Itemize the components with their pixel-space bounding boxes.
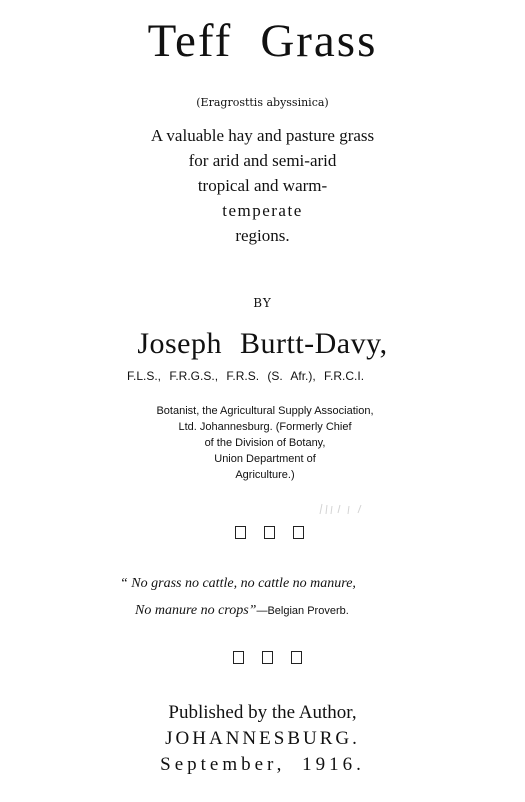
proverb-line-2-text: No manure no crops” — [135, 603, 257, 618]
ornament-square-icon — [235, 526, 246, 539]
bio-line: Ltd. Johannesburg. (Formerly Chief — [178, 421, 352, 433]
bio-line: Botanist, the Agricultural Supply Association, — [156, 405, 374, 417]
proverb-line-1: “ No grass no cattle, no cattle no manure, — [120, 576, 356, 591]
stamp-mark-icon — [318, 500, 378, 520]
description-line: tropical and warm- — [197, 176, 328, 195]
publication-date: September, 1916. — [160, 754, 365, 775]
author-bio — [120, 403, 410, 483]
by-label: BY — [253, 296, 272, 310]
ornament-square-icon — [291, 651, 302, 664]
description-line: for arid and semi-arid — [188, 151, 337, 170]
publication-info — [0, 700, 525, 778]
proverb-attribution: —Belgian Proverb. — [256, 605, 349, 617]
publication-city: JOHANNESBURG. — [165, 728, 360, 749]
book-title — [0, 14, 525, 68]
title-word-1: Teff — [147, 15, 233, 67]
bio-line: of the Division of Botany, — [204, 437, 326, 449]
scientific-name: (Eragrosttis abyssinica) — [196, 96, 329, 109]
author-name — [0, 327, 525, 361]
ornament-square-icon — [293, 526, 304, 539]
ornament-square-icon — [262, 651, 273, 664]
ornament-boxes-bottom — [233, 651, 302, 664]
ornament-boxes-top — [235, 526, 304, 539]
bio-line: Agriculture.) — [235, 469, 295, 481]
author-first-name: Joseph — [137, 327, 222, 360]
title-word-2: Grass — [260, 15, 378, 67]
subtitle-description — [0, 123, 525, 248]
bio-line: Union Department of — [214, 453, 316, 465]
description-line: temperate — [222, 201, 303, 220]
author-last-name: Burtt-Davy, — [239, 327, 388, 360]
ornament-square-icon — [264, 526, 275, 539]
author-credentials: F.L.S., F.R.G.S., F.R.S. (S. Afr.), F.R.C.I. — [127, 369, 365, 383]
publisher-line: Published by the Author, — [168, 702, 357, 723]
faint-stamp-mark — [318, 500, 378, 520]
ornament-square-icon — [233, 651, 244, 664]
description-line: regions. — [235, 226, 290, 245]
proverb-line-2 — [135, 597, 349, 625]
description-line: A valuable hay and pasture grass — [150, 126, 375, 145]
